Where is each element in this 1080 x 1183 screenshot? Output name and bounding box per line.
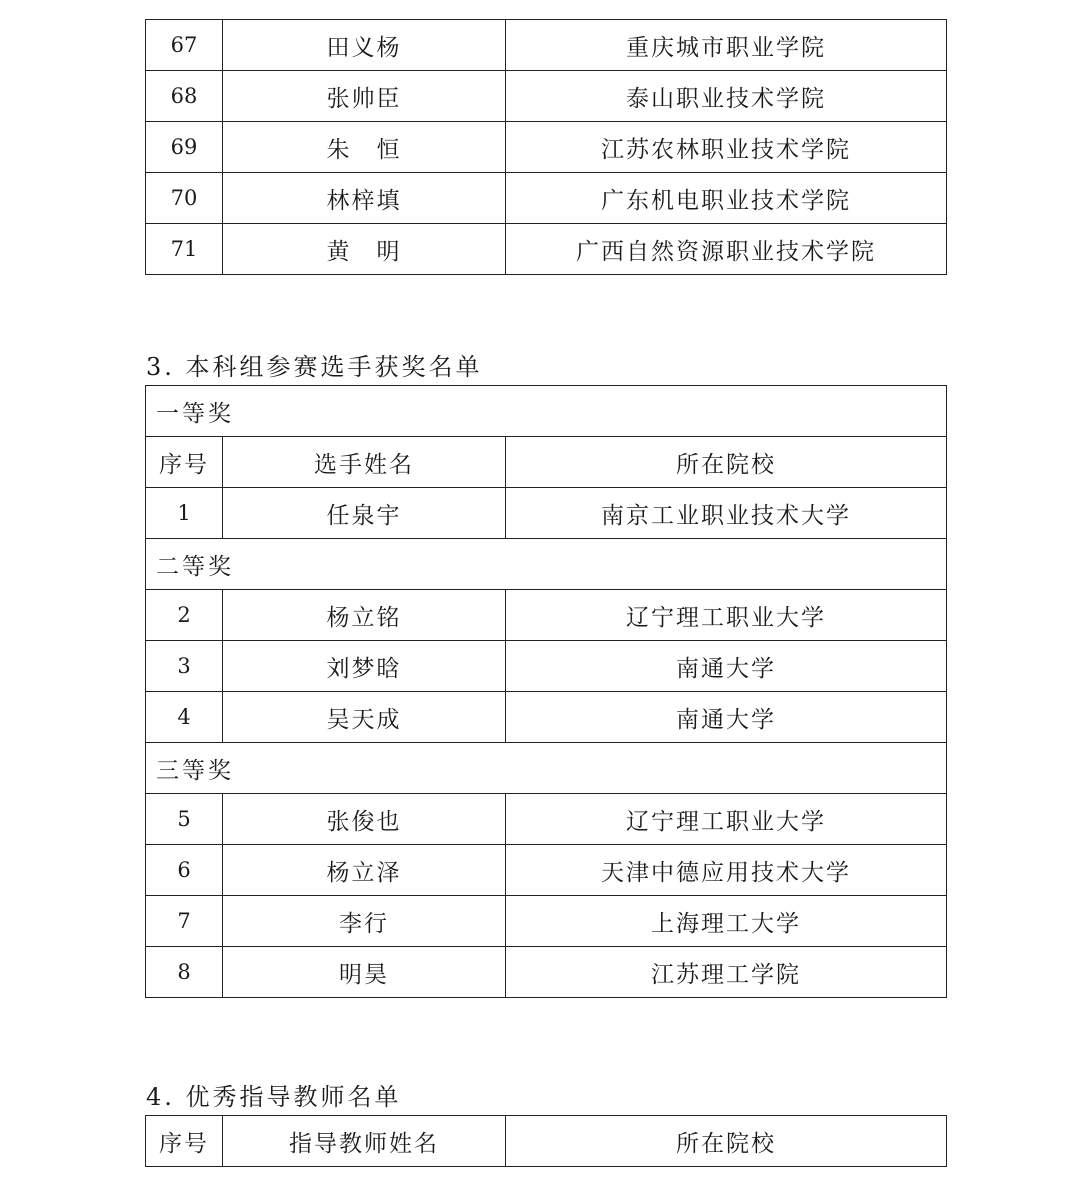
contestant-name: 张俊也 [223,794,506,845]
row-number: 2 [146,590,223,641]
row-number: 6 [146,845,223,896]
school-name: 辽宁理工职业大学 [506,590,947,641]
winners-table-continued [145,19,947,275]
column-header-teacher-name: 指导教师姓名 [223,1116,506,1167]
contestant-name: 杨立铭 [223,590,506,641]
table-row [146,122,947,173]
row-number: 68 [146,71,223,122]
table-row [146,71,947,122]
row-number: 7 [146,896,223,947]
section-heading-teachers: 4. 优秀指导教师名单 [146,1083,402,1111]
first-prize-label: 一等奖 [146,386,947,437]
school-name: 南通大学 [506,641,947,692]
table-header-row [146,437,947,488]
contestant-name: 李行 [223,896,506,947]
table-row [146,896,947,947]
school-name: 上海理工大学 [506,896,947,947]
table-row [146,845,947,896]
prize-group-row [146,539,947,590]
contestant-name: 任泉宇 [223,488,506,539]
table-row [146,947,947,998]
column-header-number: 序号 [146,1116,223,1167]
contestant-name: 吴天成 [223,692,506,743]
table-header-row [146,1116,947,1167]
section-heading-undergrad: 3. 本科组参赛选手获奖名单 [146,353,483,381]
prize-group-row [146,386,947,437]
column-header-number: 序号 [146,437,223,488]
table-row [146,692,947,743]
contestant-name: 林梓填 [223,173,506,224]
row-number: 70 [146,173,223,224]
school-name: 广西自然资源职业技术学院 [506,224,947,275]
school-name: 南京工业职业技术大学 [506,488,947,539]
table-row [146,20,947,71]
school-name: 南通大学 [506,692,947,743]
column-header-school: 所在院校 [506,1116,947,1167]
teachers-table [145,1115,947,1167]
row-number: 8 [146,947,223,998]
row-number: 5 [146,794,223,845]
row-number: 1 [146,488,223,539]
row-number: 4 [146,692,223,743]
school-name: 天津中德应用技术大学 [506,845,947,896]
contestant-name: 朱 恒 [223,122,506,173]
prize-group-row [146,743,947,794]
school-name: 广东机电职业技术学院 [506,173,947,224]
contestant-name: 明昊 [223,947,506,998]
contestant-name: 刘梦晗 [223,641,506,692]
column-header-school: 所在院校 [506,437,947,488]
school-name: 重庆城市职业学院 [506,20,947,71]
column-header-name: 选手姓名 [223,437,506,488]
third-prize-label: 三等奖 [146,743,947,794]
contestant-name: 田义杨 [223,20,506,71]
row-number: 71 [146,224,223,275]
school-name: 辽宁理工职业大学 [506,794,947,845]
table-row [146,794,947,845]
row-number: 3 [146,641,223,692]
table-row [146,173,947,224]
second-prize-label: 二等奖 [146,539,947,590]
school-name: 江苏理工学院 [506,947,947,998]
school-name: 泰山职业技术学院 [506,71,947,122]
table-row [146,590,947,641]
row-number: 69 [146,122,223,173]
row-number: 67 [146,20,223,71]
table-row [146,488,947,539]
contestant-name: 黄 明 [223,224,506,275]
contestant-name: 杨立泽 [223,845,506,896]
table-row [146,224,947,275]
undergrad-winners-table [145,385,947,998]
school-name: 江苏农林职业技术学院 [506,122,947,173]
table-row [146,641,947,692]
contestant-name: 张帅臣 [223,71,506,122]
